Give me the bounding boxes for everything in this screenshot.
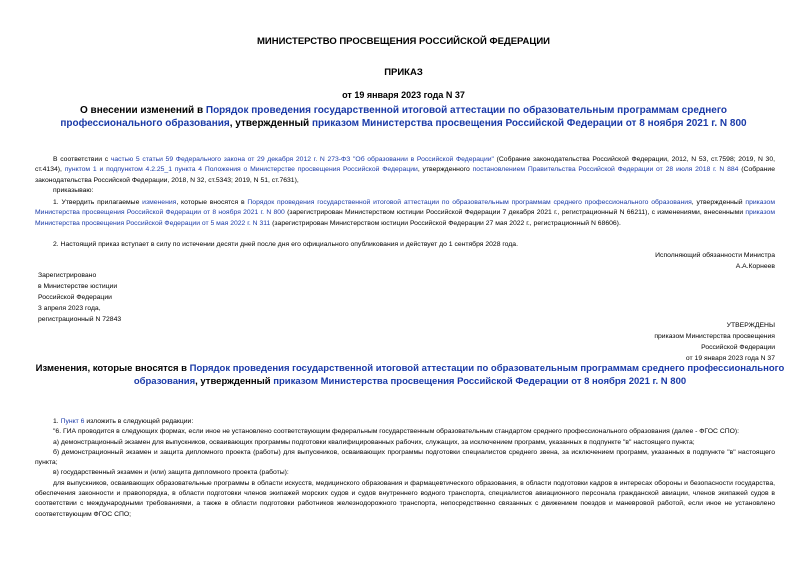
approved-line: приказом Министерства просвещения [654, 333, 775, 340]
changes-list [35, 417, 775, 520]
item-text: (зарегистрирован Министерством юстиции Российской Федерации 27 мая 2022 г., регистрационный N 68606). [270, 219, 621, 227]
link-resolution-884[interactable]: постановлением Правительства Российской Федерации от 28 июля 2018 г. N 884 [472, 166, 739, 174]
doc-date-number: от 19 января 2023 года N 37 [342, 90, 465, 100]
item-2 [35, 240, 775, 250]
registration-line: 3 апреля 2023 года, [38, 305, 101, 312]
registration-block [38, 270, 338, 325]
approved-line: УТВЕРЖДЕНЫ [726, 322, 775, 329]
signature-role: Исполняющий обязанности Министра [655, 252, 775, 259]
preamble-paragraph [35, 155, 775, 186]
change-text: 1. [53, 418, 61, 425]
preamble-text: В соответствии с [53, 156, 111, 163]
item-2-paragraph: 2. Настоящий приказ вступает в силу по истечении десяти дней после дня его официального опубликования и действует до 1 сентября 2028 года. [53, 241, 518, 248]
item-text: 1. Утвердить прилагаемые [53, 199, 143, 206]
item-1 [35, 198, 775, 229]
change-text: изложить в следующей редакции: [84, 418, 194, 425]
link-order-311[interactable]: приказом Министерства просвещения Российской Федерации от 5 мая 2022 г. N 311 [35, 209, 775, 227]
appendix-link-procedure[interactable]: Порядок проведения государственной итоговой аттестации по образовательным программам среднего профессионального образования [133, 363, 785, 387]
title-text: , утвержденный [229, 118, 312, 129]
change-paragraph: б) демонстрационный экзамен и защита дипломного проекта (работы) для выпускников, осваивающих программы подготовки специалистов среднего звена, за исключением программ, указанных в подпункте "в" настоящего пункта; [35, 448, 775, 467]
change-paragraph: "6. ГИА проводится в следующих формах, если иное не установлено соответствующим федеральным государственным образовательным стандартом среднего профессионального образования (далее - ФГОС СПО): [53, 428, 740, 436]
change-paragraph: а) демонстрационный экзамен для выпускников, осваивающих программы подготовки квалифицированных рабочих, служащих, за исключением программ, указанных в подпункте "в" настоящего пункта; [53, 438, 695, 446]
link-procedure[interactable]: Порядок проведения государственной итоговой аттестации по образовательным программам среднего профессионального образования [247, 199, 692, 206]
change-paragraph: в) государственный экзамен и (или) защита дипломного проекта (работы): [53, 469, 289, 477]
registration-line: Российской Федерации [38, 294, 112, 301]
approved-block [35, 320, 775, 364]
link-point-6[interactable]: Пункт 6 [60, 418, 85, 425]
title-link-procedure[interactable]: Порядок проведения государственной итоговой аттестации по образовательным программам среднего профессионального образования [60, 105, 727, 129]
preamble-text: (Собрание законодательства Российской Федерации, 2012, N 53, ст.7598; 2019, N 30, ст.4134), [35, 156, 775, 174]
order-word: приказываю: [53, 186, 94, 194]
change-paragraph [35, 417, 775, 427]
appendix-link-order-800[interactable]: приказом Министерства просвещения Российской Федерации от 8 ноября 2021 г. N 800 [273, 376, 687, 387]
signature-block [35, 250, 775, 272]
preamble [35, 155, 775, 196]
registration-line: Зарегистрировано [38, 272, 97, 279]
appendix-title-text: , утвержденный [195, 376, 274, 387]
appendix-title [30, 362, 790, 388]
appendix-title-text: Изменения, которые вносятся в [35, 363, 190, 374]
item-text: , которые вносятся в [176, 199, 248, 206]
link-regulation[interactable]: пунктом 1 и подпунктом 4.2.25_1 пункта 4 Положения о Министерстве просвещения Российской Федерации [64, 166, 418, 174]
order-title [50, 104, 757, 130]
item-1-paragraph [35, 198, 775, 229]
link-changes[interactable]: изменения [142, 199, 177, 206]
link-order-800[interactable]: приказом Министерства просвещения Российской Федерации от 8 ноября 2021 г. N 800 [35, 199, 775, 217]
item-text: , утвержденный [691, 199, 746, 206]
approved-line: от 19 января 2023 года N 37 [685, 355, 775, 362]
preamble-text: , утвержденного [417, 166, 473, 174]
approved-line: Российской Федерации [701, 344, 775, 351]
registration-line: в Министерстве юстиции [38, 283, 118, 290]
doc-type-heading: ПРИКАЗ [384, 67, 423, 78]
change-paragraph: для выпускников, осваивающих образовательные программы в области искусств, медицинского образования и фармацевтического образования, в области подготовки кадров в интересах обороны и безопасности государства, обеспечения законности и правопорядка, в области подготовки членов экипажей морских судов и судов внутреннего водного транспорта, специалистов авиационного персонала гражданской авиации, членов экипажей судов в соответствии с международными требованиями, а также в области подготовки работников железнодорожного транспорта, непосредственно связанных с движением поездов и маневровой работой, если иное не установлено соответствующим ФГОС СПО; [35, 479, 775, 518]
preamble-text: (Собрание законодательства Российской Федерации, 2018, N 32, ст.5343; 2019, N 51, ст.7631), [35, 166, 776, 184]
signature-name: А.А.Корнеев [735, 263, 775, 270]
ministry-heading: МИНИСТЕРСТВО ПРОСВЕЩЕНИЯ РОССИЙСКОЙ ФЕДЕРАЦИИ [256, 36, 551, 47]
title-text: О внесении изменений в [79, 105, 206, 116]
item-text: (зарегистрирован Министерством юстиции Российской Федерации 7 декабря 2021 г., регистрационный N 66211), с изменениями, внесенными [284, 209, 746, 217]
title-link-order-800[interactable]: приказом Министерства просвещения Российской Федерации от 8 ноября 2021 г. N 800 [311, 118, 747, 129]
link-law-273[interactable]: частью 5 статьи 59 Федерального закона от 29 декабря 2012 г. N 273-ФЗ "Об образовании в Российской Федерации" [110, 156, 494, 163]
registration-line: регистрационный N 72843 [38, 316, 122, 323]
